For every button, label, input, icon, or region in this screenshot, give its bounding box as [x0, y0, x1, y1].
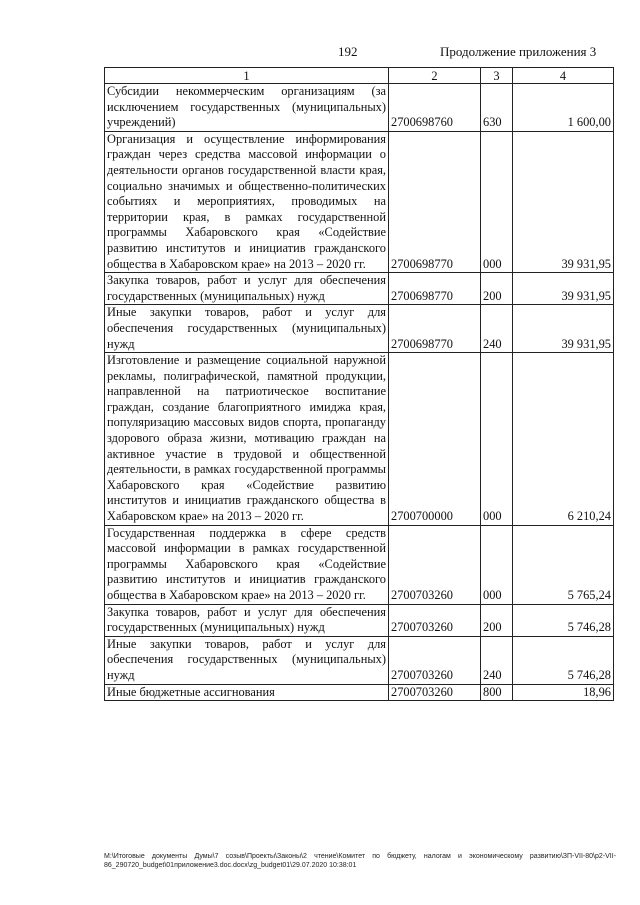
table-row — [105, 131, 614, 272]
table-row — [105, 353, 614, 526]
row-expense-type: 240 — [481, 305, 513, 353]
row-description: Организация и осуществление информирования граждан через средства массовой информации о деятельности органов государственной власти края, социально значимых и общественно-политических событиях и мероприятиях, проводимых на территории края, в рамках государственной программы Хабаровского края «Содействие развитию институтов и инициатив гражданского общества в Хабаровском крае» на 2013 – 2020 гг. — [105, 131, 389, 272]
footer-file-path: М:\Итоговые документы Думы\7 созыв\Проекты\Законы\2 чтение\Комитет по бюджету, налогам и экономическому развитию\ЗП-VII-80\p2-VII-86_290720_budget\01приложение3.doc.docx\zg_budget01\29.07.2020 10:38:01 — [104, 853, 616, 869]
row-amount: 6 210,24 — [513, 353, 614, 526]
row-target-code: 2700698770 — [389, 131, 481, 272]
row-expense-type: 200 — [481, 604, 513, 636]
row-target-code: 2700703260 — [389, 636, 481, 684]
column-header-3: 3 — [481, 68, 513, 84]
table-row — [105, 305, 614, 353]
table-row — [105, 273, 614, 305]
row-expense-type: 630 — [481, 84, 513, 132]
table-row — [105, 636, 614, 684]
row-amount: 5 765,24 — [513, 525, 614, 604]
row-target-code: 2700698770 — [389, 273, 481, 305]
row-expense-type: 200 — [481, 273, 513, 305]
table-header-row — [105, 68, 614, 84]
table-row — [105, 84, 614, 132]
table-row — [105, 604, 614, 636]
row-amount: 39 931,95 — [513, 131, 614, 272]
row-expense-type: 000 — [481, 525, 513, 604]
column-header-1: 1 — [105, 68, 389, 84]
row-expense-type: 240 — [481, 636, 513, 684]
row-description: Субсидии некоммерческим организациям (за исключением государственных (муниципальных) учреждений) — [105, 84, 389, 132]
row-description: Закупка товаров, работ и услуг для обеспечения государственных (муниципальных) нужд — [105, 604, 389, 636]
budget-table — [104, 67, 614, 701]
row-description: Иные закупки товаров, работ и услуг для обеспечения государственных (муниципальных) нужд — [105, 305, 389, 353]
row-expense-type: 000 — [481, 353, 513, 526]
row-description: Государственная поддержка в сфере средств массовой информации в рамках государственной программы Хабаровского края «Содействие развитию институтов и инициатив гражданского общества в Хабаровском крае» на 2013 – 2020 гг. — [105, 525, 389, 604]
row-description: Иные закупки товаров, работ и услуг для обеспечения государственных (муниципальных) нужд — [105, 636, 389, 684]
column-header-4: 4 — [513, 68, 614, 84]
row-amount: 39 931,95 — [513, 305, 614, 353]
row-target-code: 2700703260 — [389, 684, 481, 701]
row-description: Иные бюджетные ассигнования — [105, 684, 389, 701]
row-target-code: 2700698770 — [389, 305, 481, 353]
row-target-code: 2700700000 — [389, 353, 481, 526]
table-row — [105, 525, 614, 604]
row-amount: 5 746,28 — [513, 604, 614, 636]
row-description: Изготовление и размещение социальной наружной рекламы, полиграфической, памятной продукции, направленной на патриотическое воспитание граждан, создание благоприятного имиджа края, популяризацию массовых видов спорта, пропаганду здорового образа жизни, мотивацию граждан на активное участие в трудовой и общественной деятельности, в рамках государственной программы Хабаровского края «Содействие развитию институтов и инициатив гражданского общества в Хабаровском крае» на 2013 – 2020 гг. — [105, 353, 389, 526]
page-number: 192 — [338, 44, 358, 59]
table-row — [105, 684, 614, 701]
row-expense-type: 000 — [481, 131, 513, 272]
row-amount: 39 931,95 — [513, 273, 614, 305]
row-target-code: 2700703260 — [389, 604, 481, 636]
row-amount: 18,96 — [513, 684, 614, 701]
row-amount: 5 746,28 — [513, 636, 614, 684]
column-header-2: 2 — [389, 68, 481, 84]
row-expense-type: 800 — [481, 684, 513, 701]
row-amount: 1 600,00 — [513, 84, 614, 132]
continuation-label: Продолжение приложения 3 — [440, 44, 597, 59]
row-description: Закупка товаров, работ и услуг для обеспечения государственных (муниципальных) нужд — [105, 273, 389, 305]
row-target-code: 2700698760 — [389, 84, 481, 132]
row-target-code: 2700703260 — [389, 525, 481, 604]
